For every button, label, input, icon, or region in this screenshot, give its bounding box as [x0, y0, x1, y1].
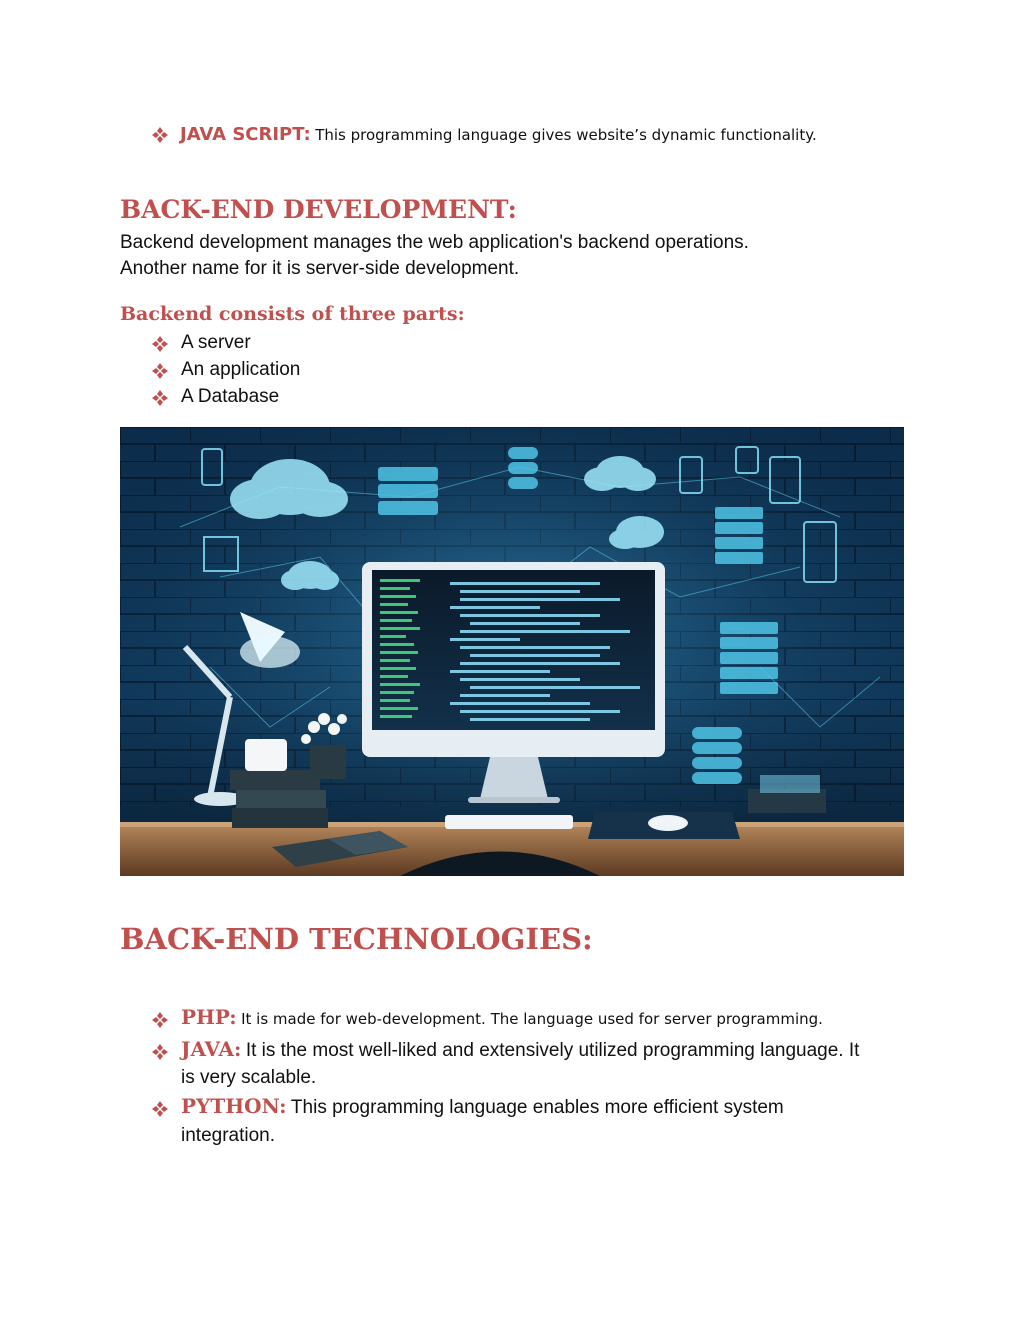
- bullet-diamond-icon: [151, 335, 169, 353]
- python-text-line-1: This programming language enables more efficient system: [290, 1097, 784, 1118]
- backend-heading: BACK-END DEVELOPMENT:: [120, 195, 517, 224]
- python-label: PYTHON:: [181, 1094, 287, 1118]
- javascript-label: JAVA SCRIPT:: [180, 124, 311, 145]
- tech-item-java: [181, 1037, 859, 1062]
- python-text-line-2: integration.: [181, 1125, 276, 1146]
- part-item-server: A server: [181, 332, 251, 353]
- part-item-application: An application: [181, 359, 301, 380]
- backend-illustration-image: [120, 427, 904, 876]
- tech-item-python: [181, 1094, 784, 1119]
- php-label: PHP:: [181, 1005, 237, 1029]
- javascript-text: This programming language gives website’s dynamic functionality.: [315, 126, 817, 144]
- bullet-diamond-icon: [151, 126, 169, 144]
- php-text: It is made for web-development. The language used for server programming.: [241, 1010, 823, 1028]
- bullet-diamond-icon: [151, 389, 169, 407]
- part-item-database: A Database: [181, 386, 280, 407]
- javascript-item: [180, 124, 817, 145]
- java-text-line-2: is very scalable.: [181, 1067, 317, 1088]
- bullet-diamond-icon: [151, 1011, 169, 1029]
- bullet-diamond-icon: [151, 1100, 169, 1118]
- bullet-diamond-icon: [151, 362, 169, 380]
- backend-line-1: Backend development manages the web application's backend operations.: [120, 232, 749, 253]
- java-label: JAVA:: [181, 1037, 242, 1061]
- backend-subheading: Backend consists of three parts:: [120, 303, 465, 325]
- bullet-diamond-icon: [151, 1043, 169, 1061]
- backend-line-2: Another name for it is server-side development.: [120, 258, 520, 279]
- java-text-line-1: It is the most well-liked and extensively utilized programming language. It: [245, 1040, 860, 1061]
- tech-item-php: [181, 1005, 823, 1029]
- technologies-heading: BACK-END TECHNOLOGIES:: [120, 922, 593, 956]
